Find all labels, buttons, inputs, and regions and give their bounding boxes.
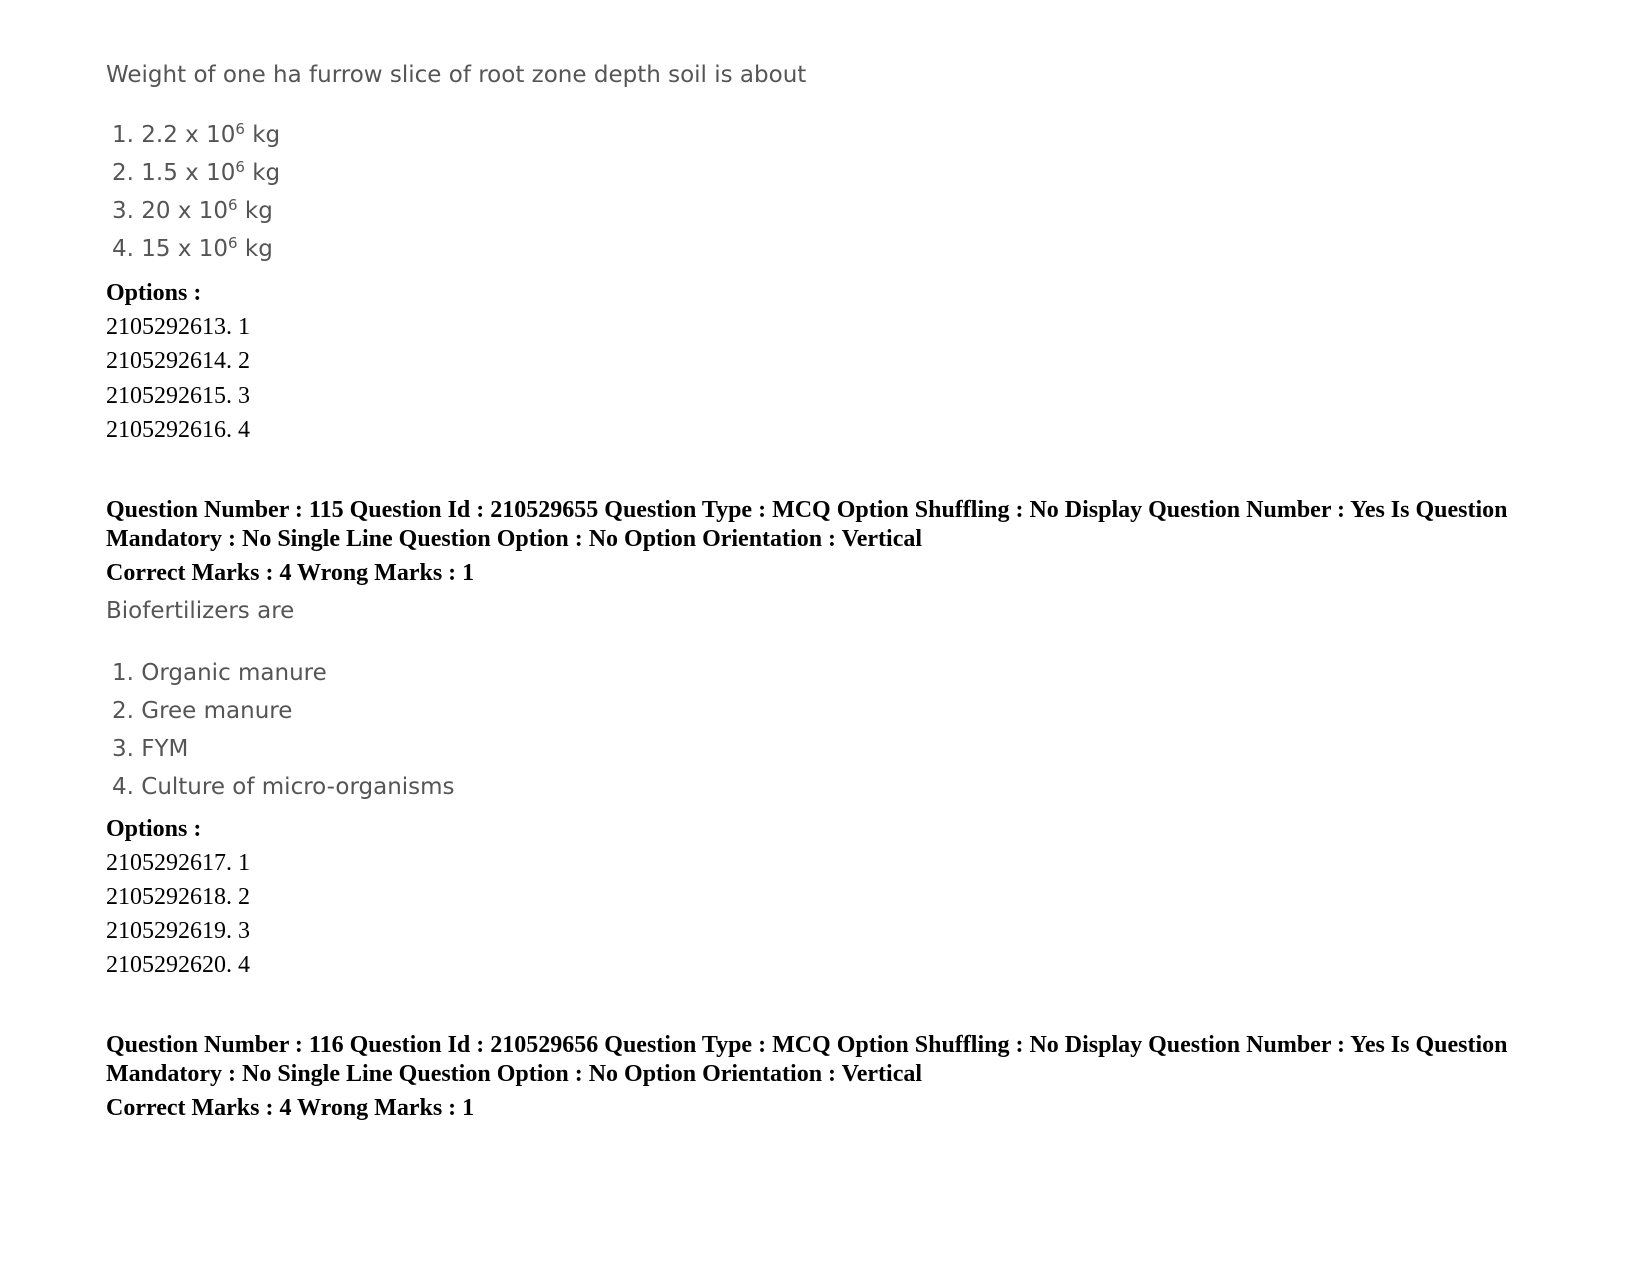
option-row: 2105292615. 3	[106, 383, 250, 409]
options-label: Options :	[106, 816, 202, 842]
question-meta: Question Number : 116 Question Id : 210529656 Question Type : MCQ Option Shuffling : No Display Question Number : Yes Is Question Mandatory : No Single Line Question Option : No Option Orientation : Vertical	[106, 1032, 1508, 1087]
question-text: Weight of one ha furrow slice of root zone depth soil is about	[106, 62, 807, 88]
answer-choice: 4. Culture of micro-organisms	[112, 774, 455, 800]
option-row: 2105292613. 1	[106, 314, 250, 340]
option-row: 2105292614. 2	[106, 348, 250, 374]
answer-choice: 1. Organic manure	[112, 660, 327, 686]
question-meta: Question Number : 115 Question Id : 210529655 Question Type : MCQ Option Shuffling : No Display Question Number : Yes Is Question Mandatory : No Single Line Question Option : No Option Orientation : Vertical	[106, 497, 1508, 552]
marks-line: Correct Marks : 4 Wrong Marks : 1	[106, 1095, 475, 1121]
option-row: 2105292618. 2	[106, 884, 250, 910]
answer-choice: 3. 20 x $10^6$ kg	[112, 196, 273, 224]
options-label: Options :	[106, 280, 202, 306]
option-row: 2105292620. 4	[106, 952, 250, 978]
option-row: 2105292619. 3	[106, 918, 250, 944]
answer-choice: 1. 2.2 x $10^6$ kg	[112, 120, 281, 148]
answer-choice: 2. 1.5 x $10^6$ kg	[112, 158, 281, 186]
marks-line: Correct Marks : 4 Wrong Marks : 1	[106, 560, 475, 586]
answer-choice: 4. 15 x $10^6$ kg	[112, 234, 273, 262]
option-row: 2105292616. 4	[106, 417, 250, 443]
answer-choice: 3. FYM	[112, 736, 189, 762]
question-text: Biofertilizers are	[106, 598, 295, 624]
answer-choice: 2. Gree manure	[112, 698, 293, 724]
option-row: 2105292617. 1	[106, 850, 250, 876]
